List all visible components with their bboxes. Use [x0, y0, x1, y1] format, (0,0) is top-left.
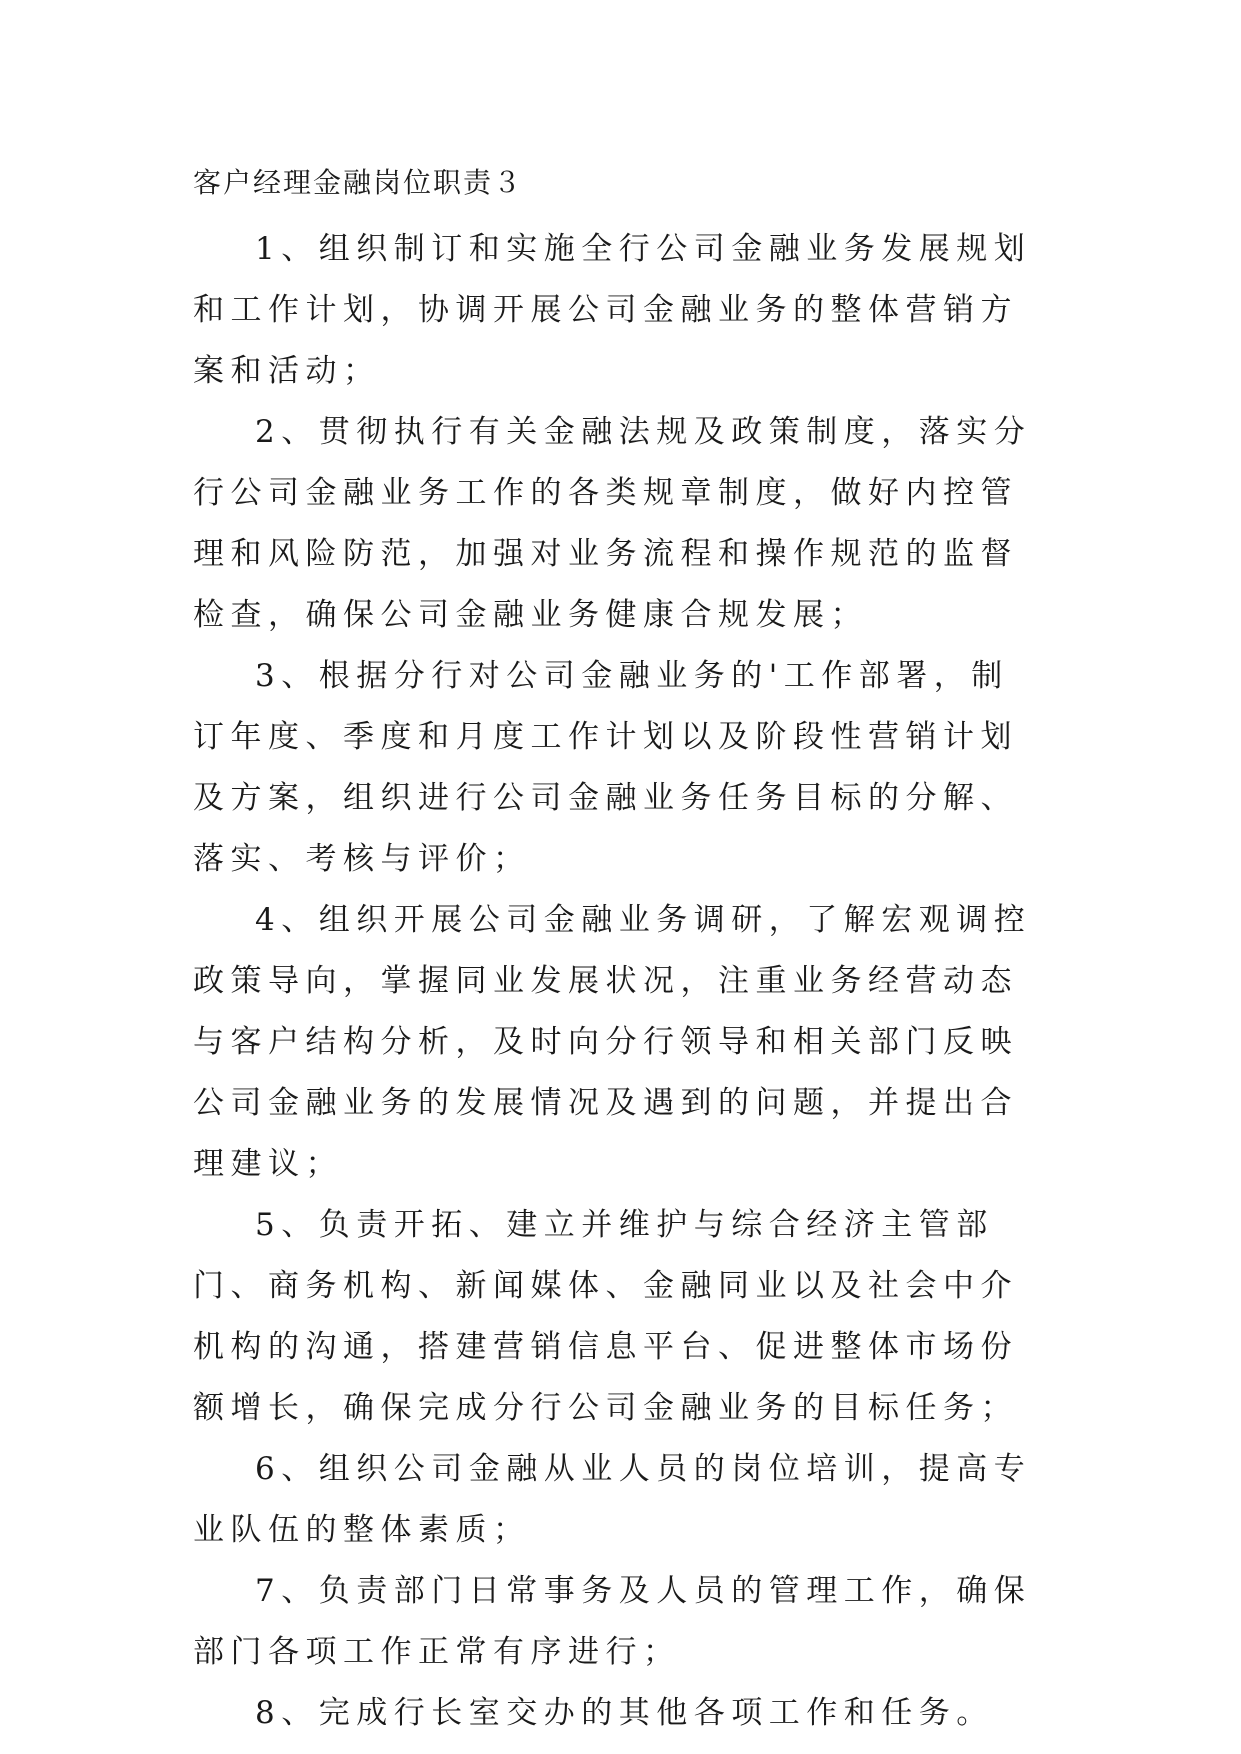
paragraph-5: 5、负责开拓、建立并维护与综合经济主管部门、商务机构、新闻媒体、金融同业以及社会中介机构的沟通，搭建营销信息平台、促进整体市场份额增长，确保完成分行公司金融业务的目标任务； [193, 1207, 1018, 1426]
document-body [193, 219, 1043, 1744]
paragraph-2: 2、贯彻执行有关金融法规及政策制度，落实分行公司金融业务工作的各类规章制度，做好内控管理和风险防范，加强对业务流程和操作规范的监督检查，确保公司金融业务健康合规发展； [193, 414, 1032, 633]
paragraph-7: 7、负责部门日常事务及人员的管理工作，确保部门各项工作正常有序进行； [193, 1573, 1032, 1670]
paragraph-4: 4、组织开展公司金融业务调研，了解宏观调控政策导向，掌握同业发展状况，注重业务经营动态与客户结构分析，及时向分行领导和相关部门反映公司金融业务的发展情况及遇到的问题，并提出合理建议； [193, 902, 1032, 1182]
paragraph-1: 1、组织制订和实施全行公司金融业务发展规划和工作计划，协调开展公司金融业务的整体营销方案和活动； [193, 231, 1032, 389]
paragraph-3: 3、根据分行对公司金融业务的'工作部署，制订年度、季度和月度工作计划以及阶段性营销计划及方案，组织进行公司金融业务任务目标的分解、落实、考核与评价； [193, 658, 1018, 877]
paragraph-6: 6、组织公司金融从业人员的岗位培训，提高专业队伍的整体素质； [193, 1451, 1032, 1548]
paragraph-8: 8、完成行长室交办的其他各项工作和任务。 [255, 1695, 994, 1731]
document-title: 客户经理金融岗位职责３ [193, 166, 524, 199]
